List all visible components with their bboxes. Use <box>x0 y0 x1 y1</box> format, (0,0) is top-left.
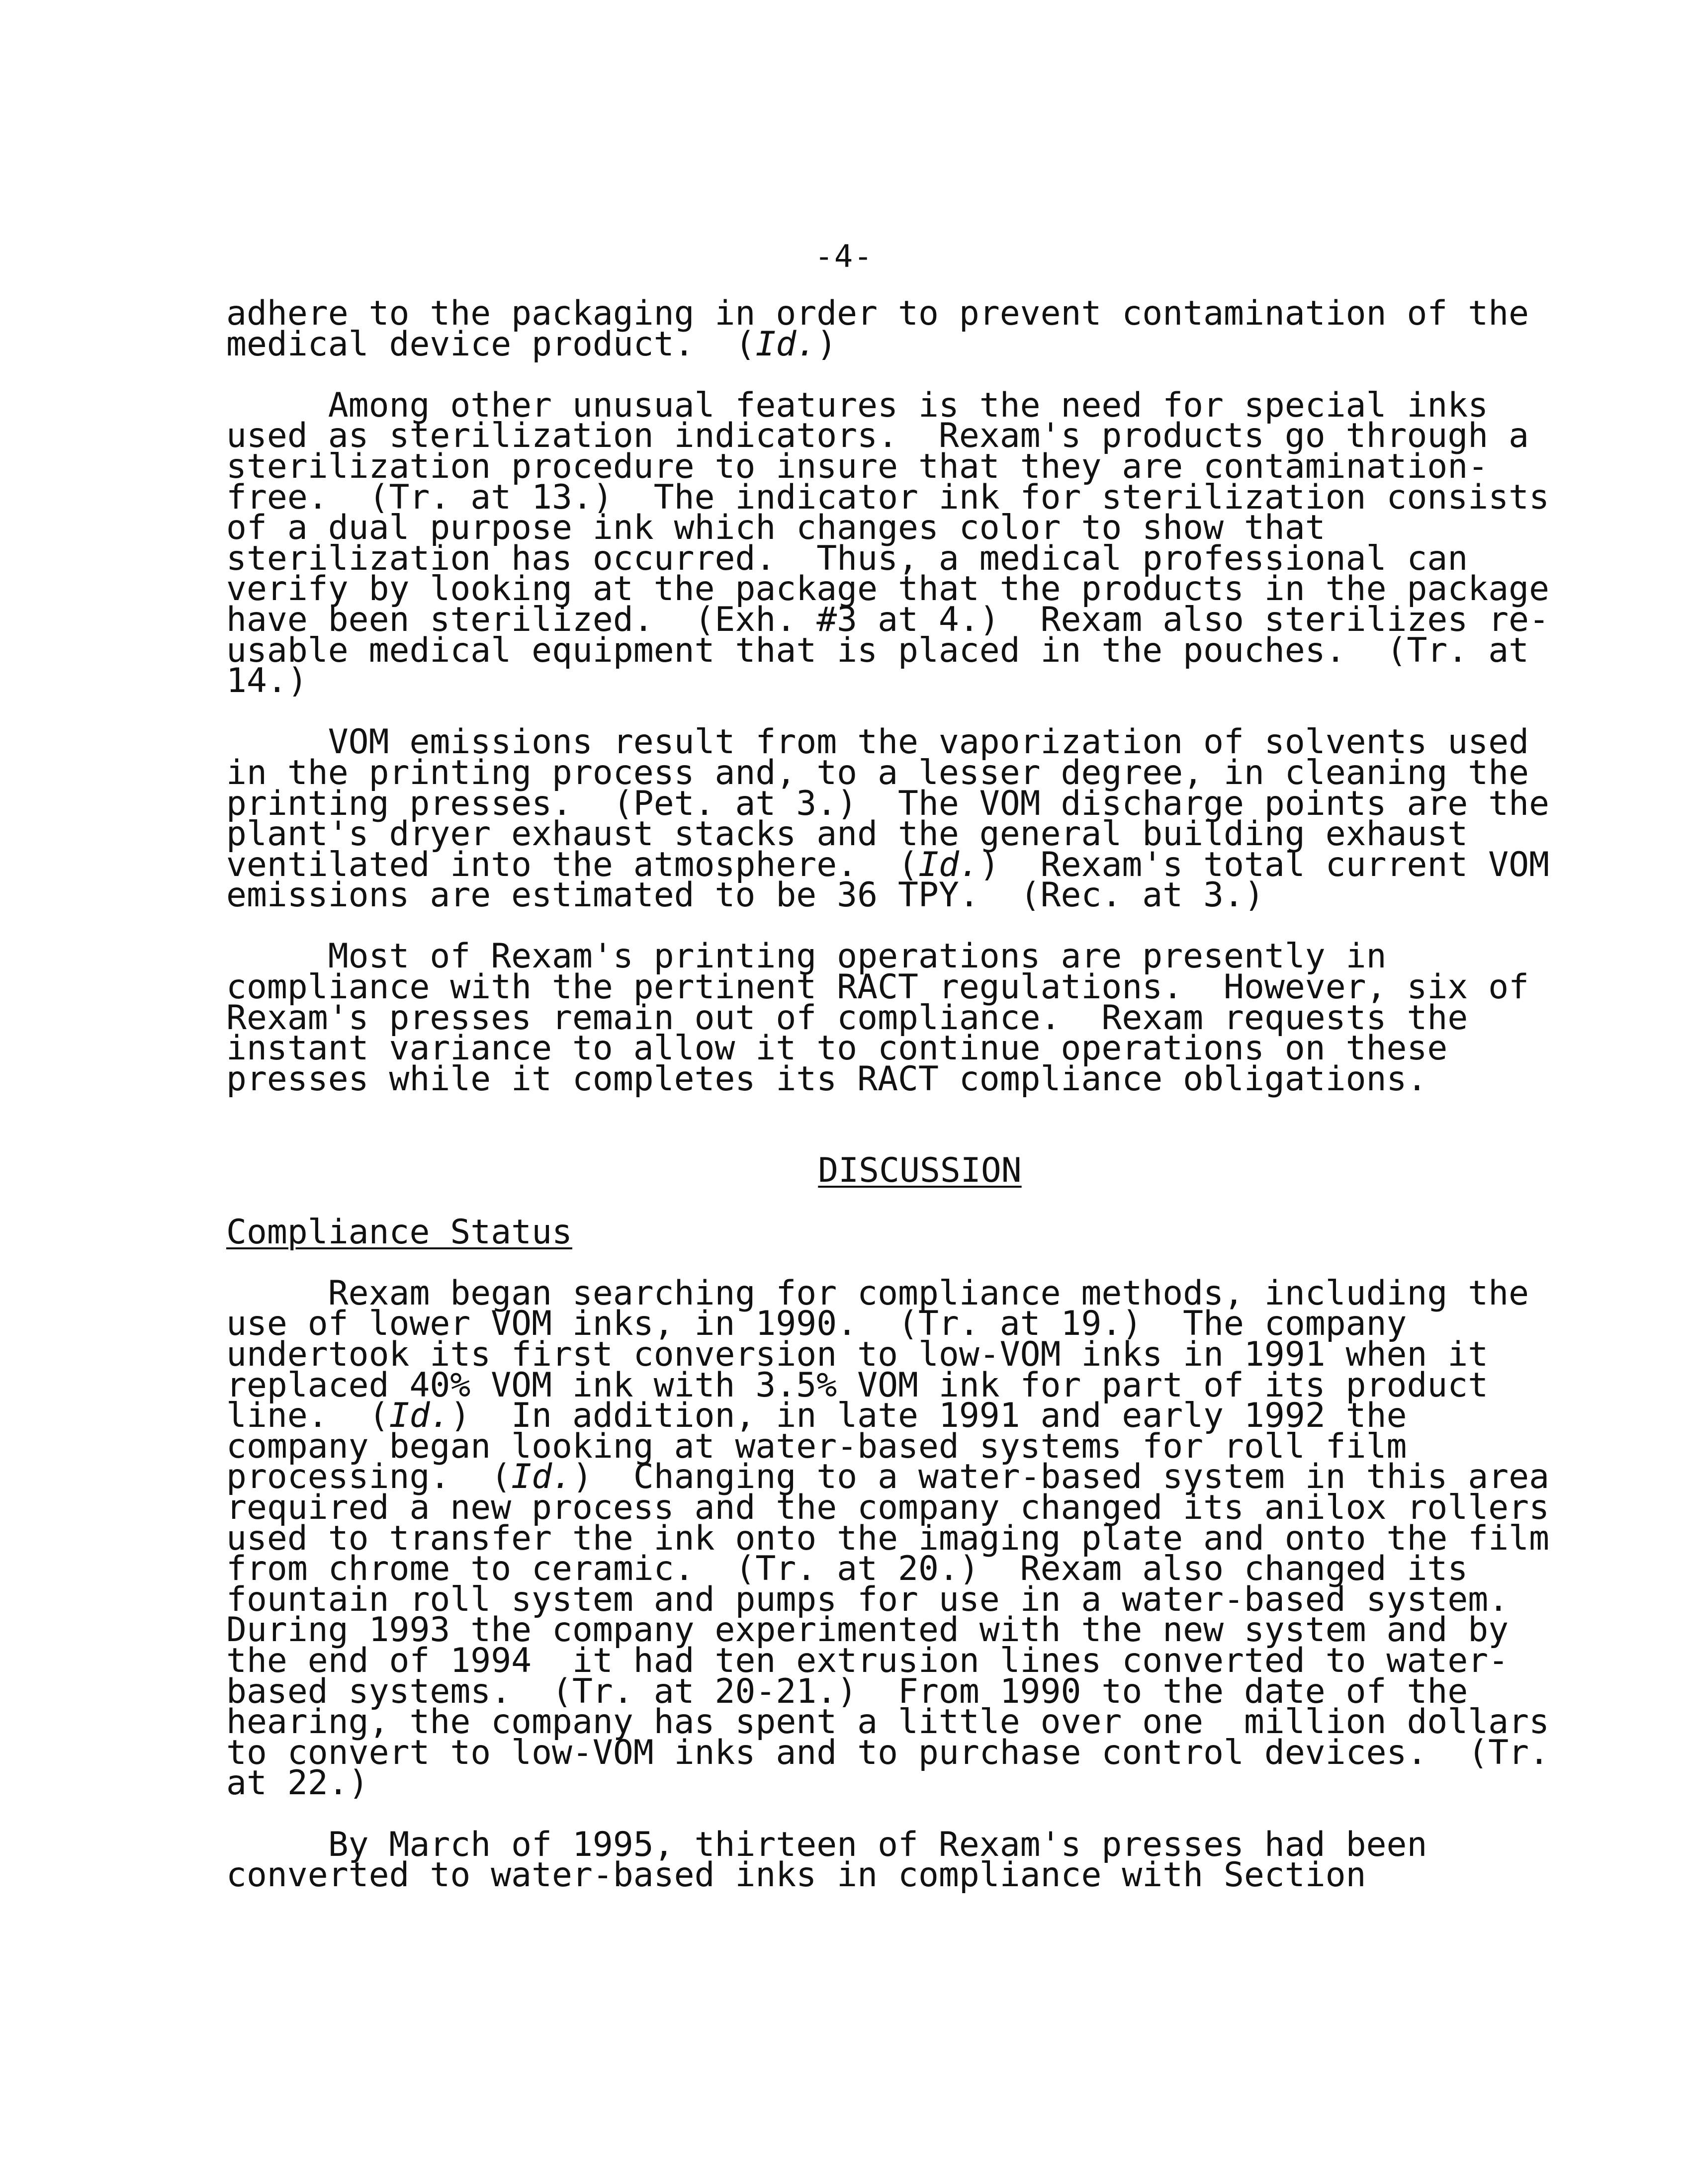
text-line: processing. (Id.) Changing to a water-based system in this area <box>226 1457 1550 1497</box>
text-line: in the printing process and, to a lesser degree, in cleaning the <box>226 753 1529 792</box>
text-line: By March of 1995, thirteen of Rexam's presses had been <box>226 1825 1427 1864</box>
text-line: Rexam's presses remain out of compliance. Rexam requests the <box>226 998 1468 1038</box>
paragraph-1 <box>226 294 1529 364</box>
text-line: company began looking at water-based systems for roll film <box>226 1426 1407 1466</box>
text-line: ventilated into the atmosphere. (Id.) Rexam's total current VOM <box>226 845 1550 884</box>
text-line: VOM emissions result from the vaporization of solvents used <box>226 722 1529 762</box>
text-line: Among other unusual features is the need for special inks <box>226 385 1489 425</box>
text-line: Most of Rexam's printing operations are presently in <box>226 937 1387 976</box>
text-line: used as sterilization indicators. Rexam's products go through a <box>226 416 1529 456</box>
text-line: compliance with the pertinent RACT regulations. However, six of <box>226 967 1529 1007</box>
text-line: used to transfer the ink onto the imaging plate and onto the film <box>226 1518 1550 1558</box>
paragraph-3 <box>226 722 1550 915</box>
text-line: medical device product. (Id.) <box>226 324 837 364</box>
text-line: free. (Tr. at 13.) The indicator ink for sterilization consists <box>226 477 1550 517</box>
text-line: replaced 40% VOM ink with 3.5% VOM ink for part of its product <box>226 1365 1489 1405</box>
page-number: -4- <box>814 238 874 274</box>
text-line: based systems. (Tr. at 20-21.) From 1990 to the date of the <box>226 1671 1468 1711</box>
paragraph-2 <box>226 385 1550 701</box>
text-line: use of lower VOM inks, in 1990. (Tr. at 19.) The company <box>226 1304 1407 1344</box>
text-line: the end of 1994 it had ten extrusion lines converted to water- <box>226 1641 1509 1680</box>
text-line: verify by looking at the package that the products in the package <box>226 569 1550 609</box>
text-line: required a new process and the company changed its anilox rollers <box>226 1487 1550 1527</box>
paragraph-6 <box>226 1825 1439 1895</box>
text-line: emissions are estimated to be 36 TPY. (Rec. at 3.) <box>226 875 1264 915</box>
paragraph-4 <box>226 937 1529 1099</box>
paragraph-5 <box>226 1273 1550 1803</box>
text-line: adhere to the packaging in order to prevent contamination of the <box>226 294 1529 333</box>
text-line: converted to water-based inks in compliance with Section <box>226 1855 1366 1895</box>
text-line: instant variance to allow it to continue operations on these <box>226 1029 1448 1068</box>
text-line: 14.) <box>226 661 308 701</box>
text-line: sterilization has occurred. Thus, a medical professional can <box>226 538 1468 578</box>
subsection-heading-compliance-status: Compliance Status <box>226 1212 572 1252</box>
text-line: undertook its first conversion to low-VOM inks in 1991 when it <box>226 1335 1489 1374</box>
text-line: usable medical equipment that is placed in the pouches. (Tr. at <box>226 630 1529 670</box>
text-line: of a dual purpose ink which changes color to show that <box>226 508 1326 548</box>
text-line: at 22.) <box>226 1763 369 1803</box>
text-line: Rexam began searching for compliance methods, including the <box>226 1273 1529 1313</box>
text-line: from chrome to ceramic. (Tr. at 20.) Rexam also changed its <box>226 1549 1468 1589</box>
text-line: have been sterilized. (Exh. #3 at 4.) Rexam also sterilizes re- <box>226 600 1550 639</box>
text-line: to convert to low-VOM inks and to purchase control devices. (Tr. <box>226 1733 1550 1772</box>
text-line: During 1993 the company experimented with the new system and by <box>226 1610 1509 1650</box>
body-text <box>226 294 1550 1895</box>
text-line: fountain roll system and pumps for use in a water-based system. <box>226 1579 1509 1619</box>
text-line: hearing, the company has spent a little over one million dollars <box>226 1702 1550 1742</box>
text-line: plant's dryer exhaust stacks and the general building exhaust <box>226 814 1468 854</box>
text-line: line. (Id.) In addition, in late 1991 and early 1992 the <box>226 1396 1407 1436</box>
section-heading-discussion: DISCUSSION <box>818 1151 1022 1191</box>
text-line: printing presses. (Pet. at 3.) The VOM discharge points are the <box>226 784 1550 823</box>
text-line: presses while it completes its RACT compliance obligations. <box>226 1059 1427 1099</box>
text-line: sterilization procedure to insure that they are contamination- <box>226 446 1489 486</box>
